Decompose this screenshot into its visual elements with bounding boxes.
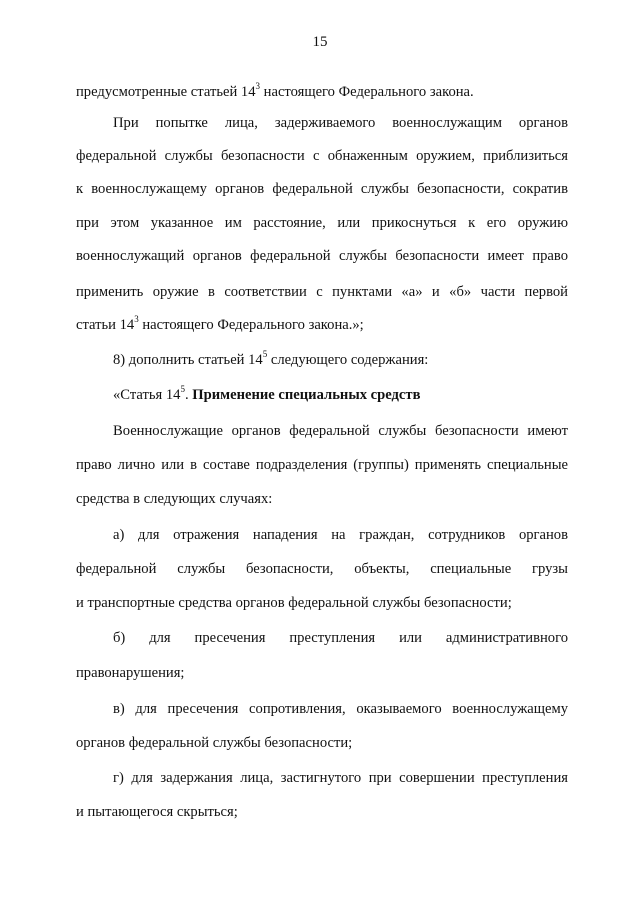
text-line-20: органов федеральной службы безопасности; [76, 735, 353, 751]
text-line-16: и транспортные средства органов федеральной службы безопасности; [76, 595, 512, 611]
text-line-15: федеральной службы безопасности, объекты, специальные грузы [76, 561, 568, 577]
text-line-18: правонарушения; [76, 665, 185, 681]
text-line-13: средства в следующих случаях: [76, 491, 273, 507]
text-line-22: и пытающегося скрыться; [76, 804, 238, 820]
text-line-17: б) для пресечения преступления или административного [113, 630, 568, 646]
superscript: 5 [262, 349, 268, 360]
text-segment: статьи 14 [76, 317, 135, 333]
superscript: 5 [180, 384, 185, 395]
text-line-4: к военнослужащему органов федеральной службы безопасности, сократив [76, 181, 568, 197]
text-line-11: Военнослужащие органов федеральной службы безопасности имеют [113, 423, 568, 439]
text-segment: предусмотренные статьей 14 [76, 84, 256, 100]
text-segment: настоящего Федерального закона. [260, 84, 474, 100]
superscript: 3 [134, 314, 139, 325]
text-line-8 [76, 315, 568, 335]
article-title: Применение специальных средств [192, 387, 421, 403]
text-line-6: военнослужащий органов федеральной службы безопасности имеет право [76, 248, 568, 264]
text-segment: «Статья 14 [113, 387, 181, 403]
superscript: 3 [255, 81, 261, 92]
text-line-1 [76, 82, 568, 102]
page-number: 15 [312, 34, 328, 50]
text-segment: . [184, 387, 193, 403]
text-line-19: в) для пресечения сопротивления, оказываемого военнослужащему [113, 701, 568, 717]
text-line-2: При попытке лица, задерживаемого военнослужащим органов [113, 115, 568, 131]
text-line-7: применить оружие в соответствии с пунктами «а» и «б» части первой [76, 284, 568, 300]
text-line-12: право лично или в составе подразделения (группы) применять специальные [76, 457, 568, 473]
text-line-9 [113, 350, 568, 370]
text-line-5: при этом указанное им расстояние, или прикоснуться к его оружию [76, 215, 568, 231]
text-segment: настоящего Федерального закона.»; [138, 317, 364, 333]
text-line-3: федеральной службы безопасности с обнаженным оружием, приблизиться [76, 148, 568, 164]
text-line-21: г) для задержания лица, застигнутого при совершении преступления [113, 770, 568, 786]
article-heading [113, 385, 568, 405]
text-segment: следующего содержания: [267, 352, 429, 368]
text-segment: 8) дополнить статьей 14 [113, 352, 263, 368]
text-line-14: а) для отражения нападения на граждан, сотрудников органов [113, 527, 568, 543]
